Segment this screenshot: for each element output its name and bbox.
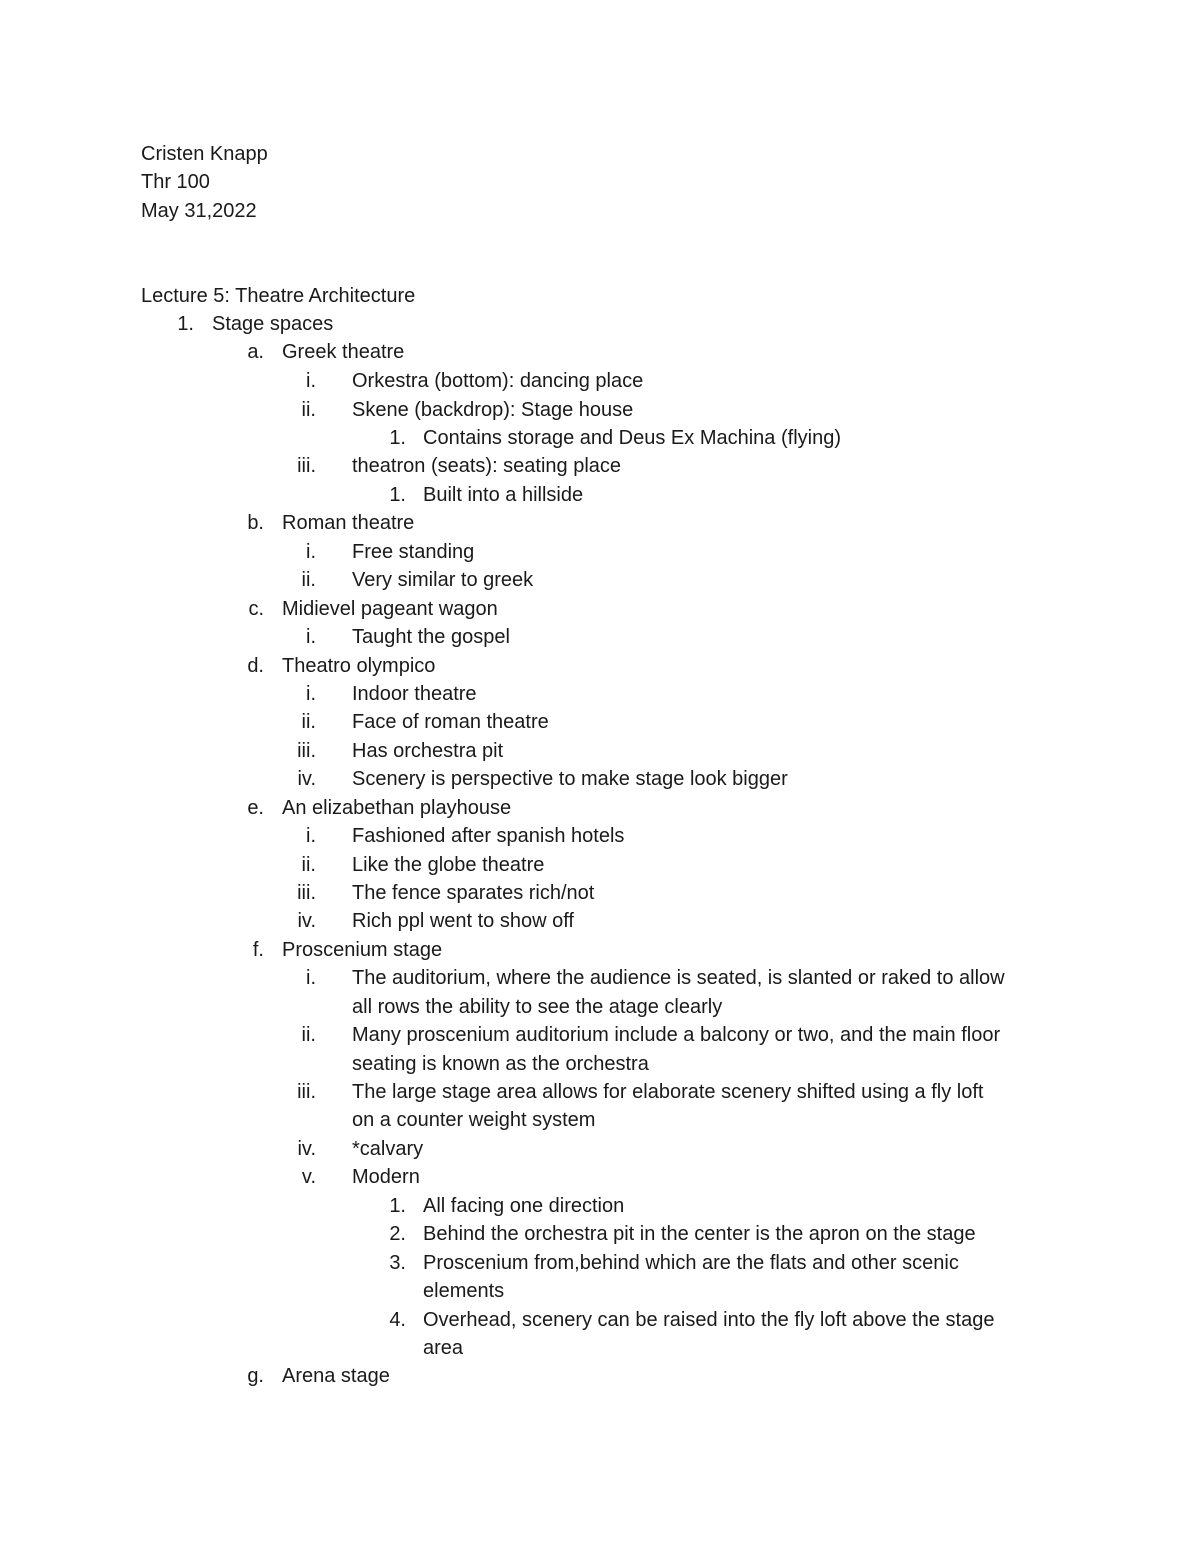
list-marker: 3. [389, 1252, 406, 1274]
list-item: Free standing [352, 541, 475, 563]
list-marker: i. [306, 683, 316, 705]
list-item: Contains storage and Deus Ex Machina (flying) [423, 427, 841, 449]
list-item-line: The auditorium, where the audience is seated, is slanted or raked to allow [352, 967, 1005, 989]
list-item: Face of roman theatre [352, 711, 549, 733]
list-item: Midievel pageant wagon [282, 598, 498, 620]
list-item-line: on a counter weight system [352, 1109, 596, 1131]
list-marker: 4. [389, 1309, 406, 1331]
list-item-line: Many proscenium auditorium include a balcony or two, and the main floor [352, 1024, 1001, 1046]
list-item: Indoor theatre [352, 683, 477, 705]
list-marker: i. [306, 967, 316, 989]
list-marker: iv. [297, 768, 316, 790]
list-item-line: seating is known as the orchestra [352, 1053, 649, 1075]
list-marker: i. [306, 541, 316, 563]
list-marker: ii. [301, 854, 316, 876]
list-item: Like the globe theatre [352, 854, 545, 876]
list-item: Fashioned after spanish hotels [352, 825, 625, 847]
document-date: May 31,2022 [141, 200, 257, 222]
list-marker: 1. [389, 484, 406, 506]
list-marker: g. [247, 1365, 264, 1387]
list-item: Rich ppl went to show off [352, 910, 574, 932]
list-marker: v. [301, 1166, 316, 1188]
list-item-line: elements [423, 1280, 505, 1302]
list-item: theatron (seats): seating place [352, 455, 622, 477]
list-marker: iii. [297, 882, 316, 904]
list-item: Taught the gospel [352, 626, 510, 648]
list-item: Scenery is perspective to make stage look bigger [352, 768, 788, 790]
list-item-line: The large stage area allows for elaborate scenery shifted using a fly loft [352, 1081, 984, 1103]
list-marker: b. [247, 512, 264, 534]
list-marker: iv. [297, 1138, 316, 1160]
author-name: Cristen Knapp [141, 143, 268, 165]
list-item: Proscenium stage [282, 939, 443, 961]
list-item: *calvary [352, 1138, 424, 1160]
list-item: Very similar to greek [352, 569, 534, 591]
list-item: Arena stage [282, 1365, 390, 1387]
list-item: The fence sparates rich/not [352, 882, 595, 904]
list-marker: i. [306, 370, 316, 392]
list-marker: iii. [297, 740, 316, 762]
list-item: Orkestra (bottom): dancing place [352, 370, 644, 392]
list-item: Roman theatre [282, 512, 415, 534]
list-item: Skene (backdrop): Stage house [352, 399, 634, 421]
list-item: Theatro olympico [282, 655, 436, 677]
list-marker: 2. [389, 1223, 406, 1245]
list-marker: ii. [301, 1024, 316, 1046]
list-marker: e. [247, 797, 264, 819]
list-marker: 1. [389, 1195, 406, 1217]
list-item: Modern [352, 1166, 420, 1188]
list-marker: ii. [301, 399, 316, 421]
list-item-line: all rows the ability to see the atage clearly [352, 996, 723, 1018]
list-marker: i. [306, 626, 316, 648]
list-item: Stage spaces [212, 313, 334, 335]
list-item: An elizabethan playhouse [282, 797, 512, 819]
list-item-line: Proscenium from,behind which are the flats and other scenic [423, 1252, 959, 1274]
list-marker: ii. [301, 569, 316, 591]
list-item-line: area [423, 1337, 464, 1359]
list-marker: iii. [297, 455, 316, 477]
list-item: All facing one direction [423, 1195, 625, 1217]
list-item: Has orchestra pit [352, 740, 504, 762]
list-marker: iii. [297, 1081, 316, 1103]
course-code: Thr 100 [141, 171, 210, 193]
list-item: Greek theatre [282, 341, 405, 363]
list-marker: ii. [301, 711, 316, 733]
list-marker: i. [306, 825, 316, 847]
lecture-title: Lecture 5: Theatre Architecture [141, 285, 416, 307]
list-marker: d. [247, 655, 264, 677]
list-item: Behind the orchestra pit in the center is the apron on the stage [423, 1223, 976, 1245]
list-marker: f. [252, 939, 264, 961]
list-marker: c. [248, 598, 264, 620]
list-marker: a. [247, 341, 264, 363]
list-item: Built into a hillside [423, 484, 584, 506]
list-marker: 1. [177, 313, 194, 335]
list-marker: 1. [389, 427, 406, 449]
list-marker: iv. [297, 910, 316, 932]
list-item-line: Overhead, scenery can be raised into the fly loft above the stage [423, 1309, 995, 1331]
